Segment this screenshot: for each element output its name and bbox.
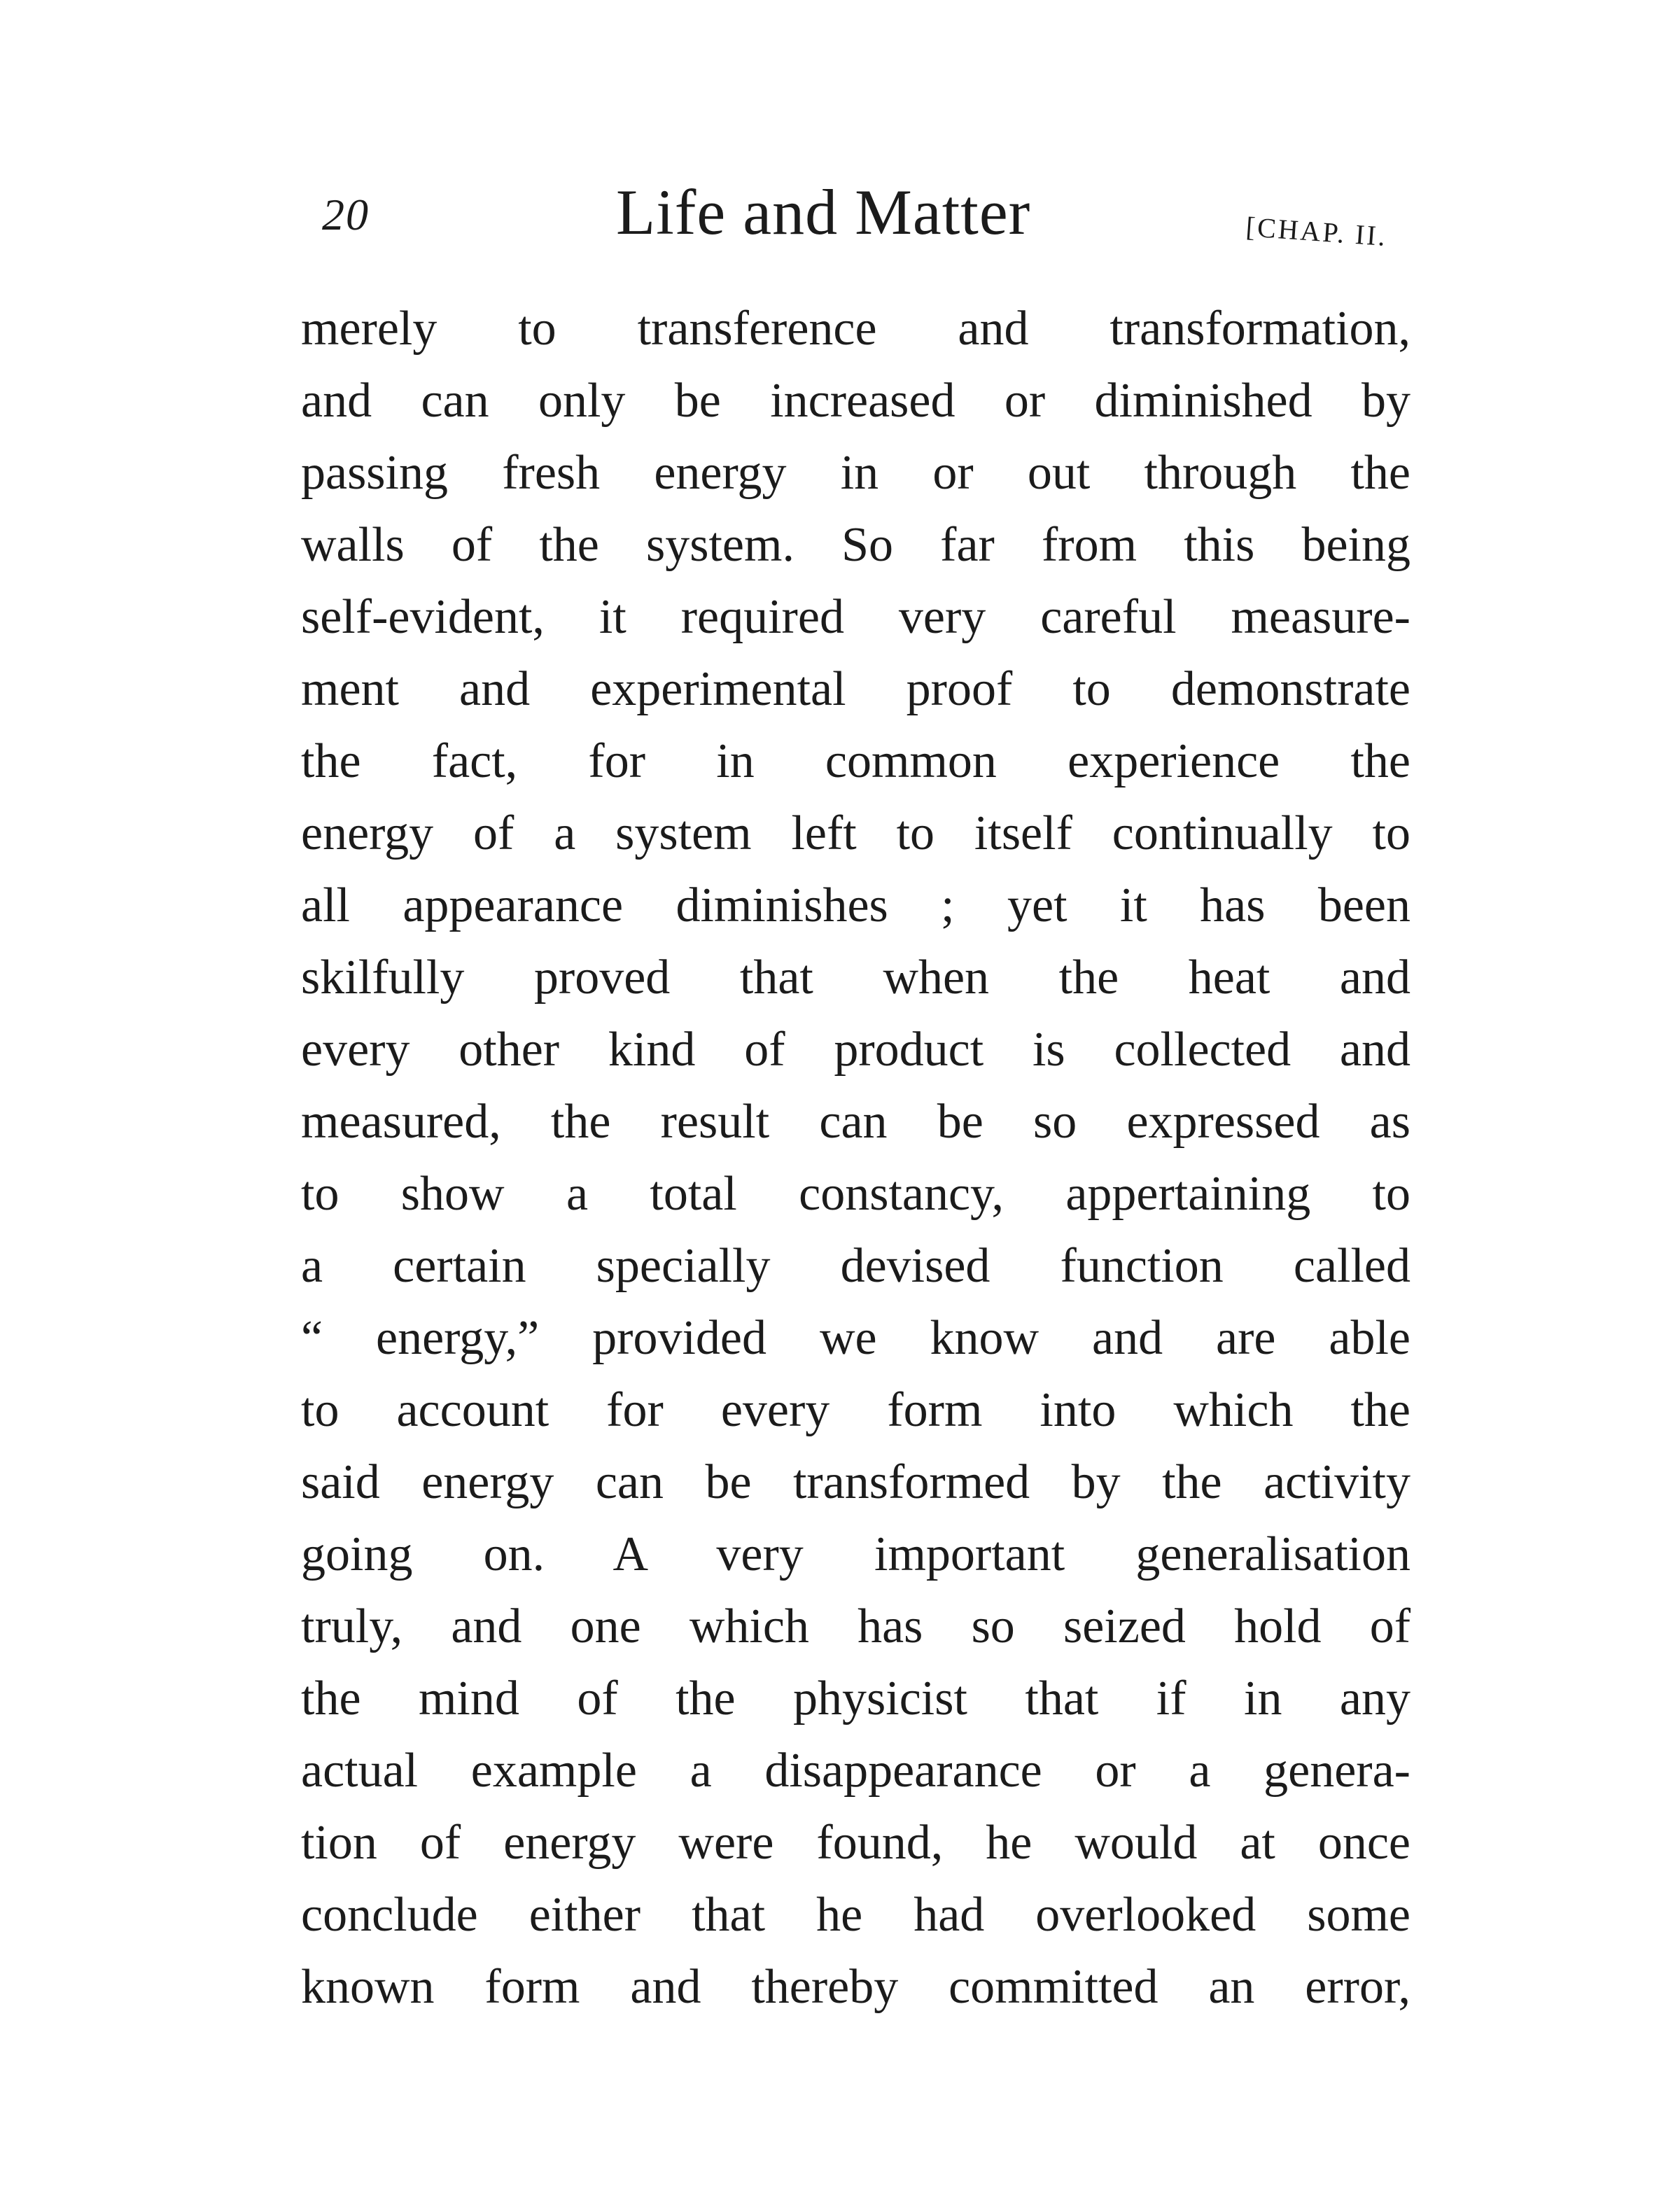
text-line: to account for every form into which the (301, 1383, 1410, 1437)
page-number: 20 (322, 190, 370, 239)
text-line: conclude either that he had overlooked some (301, 1888, 1410, 1942)
text-line: ment and experimental proof to demonstrate (301, 662, 1410, 716)
text-line: measured, the result can be so expressed as (301, 1095, 1410, 1149)
text-line: self-evident, it required very careful measure- (301, 590, 1410, 644)
text-line: said energy can be transformed by the activity (301, 1455, 1410, 1509)
text-line: every other kind of product is collected and (301, 1023, 1410, 1077)
text-line: tion of energy were found, he would at once (301, 1816, 1410, 1870)
text-line: merely to transference and transformation, (301, 302, 1410, 356)
text-line: “ energy,” provided we know and are able (301, 1311, 1410, 1365)
text-line: to show a total constancy, appertaining to (301, 1167, 1410, 1221)
body-text (301, 298, 1410, 2047)
text-line: passing fresh energy in or out through the (301, 446, 1410, 500)
text-line: energy of a system left to itself continually to (301, 806, 1410, 860)
text-line: going on. A very important generalisation (301, 1527, 1410, 1581)
text-line: a certain specially devised function called (301, 1239, 1410, 1293)
text-line: known form and thereby committed an error, (301, 1960, 1410, 2014)
chapter-mark: [CHAP. II. (1245, 211, 1389, 253)
text-line: all appearance diminishes ; yet it has been (301, 878, 1410, 932)
text-line: truly, and one which has so seized hold of (301, 1600, 1410, 1653)
text-line: walls of the system. So far from this being (301, 518, 1410, 572)
text-line: the mind of the physicist that if in any (301, 1672, 1410, 1726)
text-line: the fact, for in common experience the (301, 734, 1410, 788)
book-title: Life and Matter (616, 176, 1031, 248)
running-head (308, 175, 1428, 266)
text-line: and can only be increased or diminished by (301, 374, 1410, 428)
text-line: skilfully proved that when the heat and (301, 951, 1410, 1004)
text-line: actual example a disappearance or a genera- (301, 1744, 1410, 1798)
